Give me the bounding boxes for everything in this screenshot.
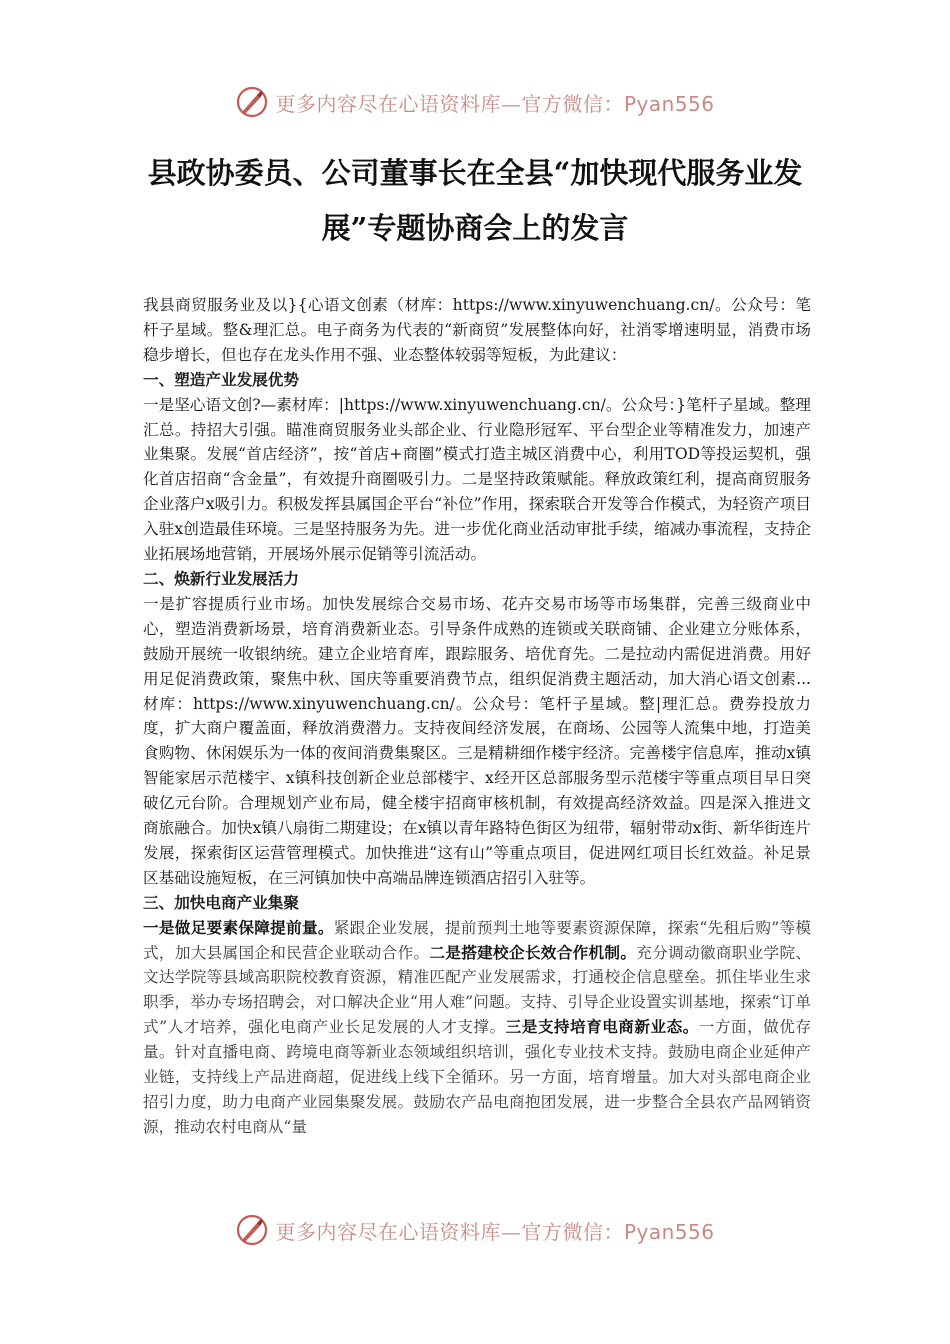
watermark-top	[0, 82, 950, 122]
pen-logo-icon	[235, 85, 269, 119]
point-1-lead: 一是做足要素保障提前量。	[143, 917, 334, 937]
point-3-lead: 三是支持培育电商新业态。	[505, 1017, 699, 1037]
point-3-text: 一方面，做优存量。针对直播电商、跨境电商等新业态领域组织培训，强化专业技术支持。鼓励电商企业延伸产业链，支持线上产品进商超，促进线上线下全循环。另一方面，培育增量。加大对头部电商企业招引力度，助力电商产业园集聚发展。鼓励农产品电商抱团发展，进一步整合全县农产品网销资源，推动农村电商从“量	[143, 1018, 811, 1136]
title-line-2: 展”专题协商会上的发言	[321, 211, 629, 245]
watermark-text: 更多内容尽在心语资料库—官方微信：Pyan556	[275, 1219, 715, 1244]
watermark-text: 更多内容尽在心语资料库—官方微信：Pyan556	[275, 91, 715, 116]
title-line-1: 县政协委员、公司董事长在全县“加快现代服务业发	[147, 156, 803, 190]
section-heading-3: 三、加快电商产业集聚	[143, 892, 299, 912]
point-2-text: 充分调动徽商职业学院、文达学院等县域高职院校教育资源，精准匹配产业发展需求，打通校企信息壁垒。抓住毕业生求职季，举办专场招聘会，对口解决企业“用人难”问题。支持、引导企业设置实训基地，探索“订单式”人才培养，强化电商产业长足发展的人才支撑。	[143, 943, 811, 1037]
intro-paragraph: 我县商贸服务业及以}{心语文创素（材库：https://www.xinyuwenchuang.cn/。公众号：笔杆子星域。整&理汇总。电子商务为代表的“新商贸”发展整体向好，社消零增速明显，消费市场稳步增长，但也存在龙头作用不强、业态整体较弱等短板，为此建议：	[143, 296, 811, 364]
point-2-lead: 二是搭建校企长效合作机制。	[429, 942, 637, 962]
section-3-paragraph	[143, 916, 811, 1140]
section-1-paragraph: 一是坚心语文创?—素材库：|https://www.xinyuwenchuang.cn/。公众号：}笔杆子星域。整理汇总。持招大引强。瞄准商贸服务业头部企业、行业隐形冠军、平台型企业等精准发力，加速产业集聚。发展“首店经济”，按“首店+商圈”模式打造主城区消费中心，利用TOD等投运契机，强化首店招商“含金量”，有效提升商圈吸引力。二是坚持政策赋能。释放政策红利，提高商贸服务企业落户x吸引力。积极发挥县属国企平台“补位”作用，探索联合开发等合作模式，为轻资产项目入驻x创造最佳环境。三是坚持服务为先。进一步优化商业活动审批手续，缩减办事流程，支持企业拓展场地营销，开展场外展示促销等引流活动。	[143, 395, 811, 564]
watermark-bottom	[0, 1210, 950, 1250]
section-heading-2: 二、焕新行业发展活力	[143, 568, 299, 588]
point-1-text: 紧跟企业发展，提前预判土地等要素资源保障，探索“先租后购”等模式，加大县属国企和民营企业联动合作。	[143, 918, 811, 962]
section-heading-1: 一、塑造产业发展优势	[143, 369, 299, 389]
document-title	[100, 146, 850, 256]
pen-logo-icon	[235, 1213, 269, 1247]
document-body	[143, 293, 811, 1140]
section-2-paragraph: 一是扩容提质行业市场。加快发展综合交易市场、花卉交易市场等市场集群，完善三级商业中心，塑造消费新场景，培育消费新业态。引导条件成熟的连锁或关联商铺、企业建立分账体系，鼓励开展统一收银纳统。建立企业培育库，跟踪服务、培优育先。二是拉动内需促进消费。用好用足促消费政策，聚焦中秋、国庆等重要消费节点，组织促消费主题活动，加大消心语文创素...材库：https://www.xinyuwenchuang.cn/。公众号：笔杆子星域。整|理汇总。费券投放力度，扩大商户覆盖面，释放消费潜力。支持夜间经济发展，在商场、公园等人流集中地，打造美食购物、休闲娱乐为一体的夜间消费集聚区。三是精耕细作楼宇经济。完善楼宇信息库，推动x镇智能家居示范楼宇、x镇科技创新企业总部楼宇、x经开区总部服务型示范楼宇等重点项目早日突破亿元台阶。合理规划产业布局，健全楼宇招商审核机制，有效提高经济效益。四是深入推进文商旅融合。加快x镇八扇街二期建设；在x镇以青年路特色街区为纽带，辐射带动x街、新华街连片发展，探索街区运营管理模式。加快推进“这有山”等重点项目，促进网红项目长红效益。补足景区基础设施短板，在三河镇加快中高端品牌连锁酒店招引入驻等。	[143, 594, 811, 887]
